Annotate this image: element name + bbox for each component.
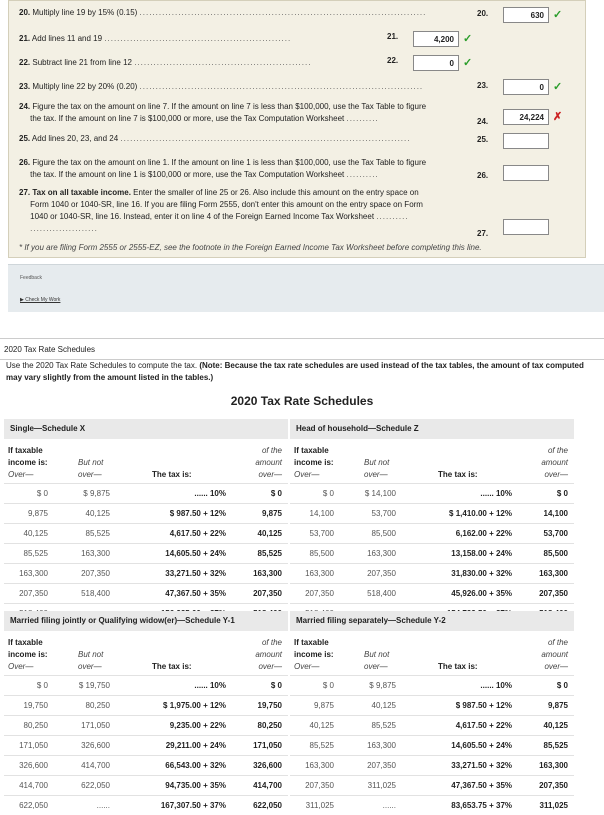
check-icon: ✓ [553,81,563,93]
table-cell: 85,525 [85,529,110,538]
column-header-text: over— [544,662,568,671]
line-number: 20. [477,9,489,18]
column-header-text: If taxable [294,638,329,647]
column-header-text: If taxable [8,638,43,647]
check-icon: ✓ [553,9,563,21]
column-header-text: But not [78,650,104,659]
table-row [4,583,288,603]
column-header-text: Over— [294,662,320,671]
table-cell: 163,300 [539,761,568,770]
table-cell: 326,600 [81,741,110,750]
table-cell: 4,617.50 + 22% [455,721,512,730]
table-cell: 40,125 [85,509,110,518]
column-header-text: amount [541,650,568,659]
column-header-text: But not [364,650,390,659]
column-header-text: Over— [8,470,34,479]
table-row [4,735,288,755]
table-cell: ...... [96,801,110,810]
column-header-text: The tax is: [152,662,192,671]
table-cell: 53,700 [371,509,396,518]
table-cell: 45,926.00 + 35% [451,589,512,598]
schedule-name: Head of household—Schedule Z [290,419,574,439]
table-cell: 19,750 [23,701,48,710]
column-headers [290,439,574,483]
column-header-text: over— [78,470,102,479]
feedback-label: Feedback [20,275,42,281]
table-cell: 171,050 [81,721,110,730]
table-cell: 40,125 [257,529,282,538]
column-header-text: over— [364,662,388,671]
schedule-table [4,611,288,815]
line-24-input[interactable]: 24,224 [503,109,549,125]
column-header-text: The tax is: [438,470,478,479]
tax-worksheet [8,0,586,258]
section-header: 2020 Tax Rate Schedules [0,338,604,360]
table-cell: 163,300 [367,549,396,558]
column-header-text: The tax is: [438,662,478,671]
table-row [290,715,574,735]
table-row [4,775,288,795]
line-number: 26. [477,171,489,180]
table-cell: 53,700 [543,529,568,538]
table-cell: $ 0 [556,489,568,498]
table-row [290,695,574,715]
table-cell: 40,125 [23,529,48,538]
line-26-input[interactable] [503,165,549,181]
line-number: 22. [387,56,399,65]
column-header-text: over— [544,470,568,479]
column-header-text: But not [78,458,104,467]
table-row [4,483,288,503]
table-row [290,583,574,603]
table-cell: 207,350 [19,589,48,598]
feedback-bar [8,264,604,312]
line-21-input[interactable]: 4,200 [413,31,459,47]
table-cell: 518,400 [81,589,110,598]
column-headers [290,631,574,675]
table-cell: 163,300 [81,549,110,558]
table-cell: 9,875 [261,509,282,518]
schedule-name: Single—Schedule X [4,419,288,439]
table-cell: 80,250 [23,721,48,730]
column-header-text: Over— [8,662,34,671]
line-25: 25. Add lines 20, 23, and 24 .......................................................................................... [19,134,411,143]
table-cell: $ 1,975.00 + 12% [163,701,226,710]
table-cell: 414,700 [19,781,48,790]
table-cell: 171,050 [253,741,282,750]
table-row [4,755,288,775]
table-cell: 14,605.50 + 24% [165,549,226,558]
table-cell: 414,700 [81,761,110,770]
column-header-text: If taxable [294,446,329,455]
table-cell: 163,300 [539,569,568,578]
column-header-text: of the [547,446,568,455]
column-headers [4,439,288,483]
table-cell: 207,350 [81,569,110,578]
table-cell: 207,350 [305,781,334,790]
table-cell: 85,500 [371,529,396,538]
table-cell: $ 0 [322,489,334,498]
table-cell: $ 9,875 [83,489,110,498]
table-cell: $ 14,100 [364,489,396,498]
x-icon: ✗ [553,111,563,123]
footnote: * If you are filing Form 2555 or 2555-EZ, see the footnote in the Foreign Earned Income Tax Worksheet before completing this line. [19,243,482,252]
table-cell: 85,500 [309,549,334,558]
table-row [4,543,288,563]
table-cell: 31,830.00 + 32% [451,569,512,578]
line-20-input[interactable]: 630 [503,7,549,23]
table-cell: $ 0 [270,681,282,690]
check-icon: ✓ [463,57,473,69]
table-cell: 85,525 [309,741,334,750]
table-cell: 207,350 [367,569,396,578]
table-cell: 9,875 [313,701,334,710]
table-cell: 518,400 [367,589,396,598]
table-cell: $ 0 [556,681,568,690]
table-cell: ...... 10% [194,489,226,498]
table-cell: 85,525 [257,549,282,558]
line-number: 24. [477,117,489,126]
table-row [4,503,288,523]
column-header-text: of the [261,638,282,647]
table-row [4,675,288,695]
table-cell: 40,125 [543,721,568,730]
schedule-table [290,419,574,623]
table-cell: $ 9,875 [369,681,396,690]
table-cell: 94,735.00 + 35% [165,781,226,790]
schedule-table [290,611,574,815]
table-cell: 9,235.00 + 22% [169,721,226,730]
table-cell: ...... 10% [194,681,226,690]
table-row [290,795,574,815]
table-cell: 207,350 [539,589,568,598]
table-row [4,715,288,735]
table-cell: 13,158.00 + 24% [451,549,512,558]
table-cell: 47,367.50 + 35% [451,781,512,790]
table-cell: 163,300 [253,569,282,578]
table-cell: $ 987.50 + 12% [169,509,226,518]
table-cell: $ 1,410.00 + 12% [449,509,512,518]
table-cell: 83,653.75 + 37% [451,801,512,810]
column-header-text: amount [255,458,282,467]
table-cell: 163,300 [367,741,396,750]
line-23: 23. Multiply line 22 by 20% (0.20) ........................................................................................ [19,82,424,91]
table-cell: 47,367.50 + 35% [165,589,226,598]
table-cell: 326,600 [253,761,282,770]
column-header-text: over— [364,470,388,479]
table-cell: $ 19,750 [78,681,110,690]
table-row [290,755,574,775]
table-cell: 311,025 [539,801,568,810]
column-header-text: of the [547,638,568,647]
column-header-text: income is: [294,458,334,467]
table-cell: 311,025 [367,781,396,790]
column-header-text: income is: [8,650,48,659]
table-cell: 163,300 [305,569,334,578]
line-23-input[interactable]: 0 [503,79,549,95]
line-20: 20. Multiply line 19 by 15% (0.15) ......................................................................................... [19,8,427,17]
table-cell: ...... 10% [480,489,512,498]
table-cell: 33,271.50 + 32% [165,569,226,578]
line-number: 21. [387,32,399,41]
column-header-text: income is: [8,458,48,467]
table-cell: 85,525 [543,741,568,750]
line-number: 25. [477,135,489,144]
table-cell: 40,125 [309,721,334,730]
table-cell: 14,100 [309,509,334,518]
table-cell: 163,300 [305,761,334,770]
column-header-text: If taxable [8,446,43,455]
column-header-text: The tax is: [152,470,192,479]
table-cell: 33,271.50 + 32% [451,761,512,770]
table-cell: 207,350 [253,589,282,598]
line-number: 27. [477,229,489,238]
table-cell: 311,025 [305,801,334,810]
table-cell: $ 0 [36,681,48,690]
column-header-text: over— [258,662,282,671]
table-cell: 207,350 [305,589,334,598]
table-cell: 207,350 [539,781,568,790]
line-27: 27. Tax on all taxable income. Enter the smaller of line 25 or 26. Also include this amount on the entry space on Form 1040 or 1040-SR, line 16. If you are filing Form 2555, don't enter this amount on the entry space on Form 1040 or 1040-SR, line 16. Instead, enter it on line 4 of the Foreign Earned Income Tax Worksheet .......... ..................... [19,188,423,233]
line-21: 21. Add lines 11 and 19 .......................................................... [19,34,292,43]
table-cell: 9,875 [547,701,568,710]
table-row [290,523,574,543]
column-header-text: Over— [294,470,320,479]
table-cell: $ 0 [322,681,334,690]
table-cell: 80,250 [85,701,110,710]
table-cell: 414,700 [253,781,282,790]
line-22: 22. Subtract line 21 from line 12 ....................................................... [19,58,312,67]
table-cell: 80,250 [257,721,282,730]
table-cell: 167,307.50 + 37% [160,801,226,810]
table-cell: 622,050 [253,801,282,810]
table-cell: 53,700 [309,529,334,538]
table-cell: 207,350 [367,761,396,770]
table-row [4,695,288,715]
table-title: 2020 Tax Rate Schedules [230,394,374,408]
table-cell: 19,750 [257,701,282,710]
table-cell: 40,125 [371,701,396,710]
table-row [4,523,288,543]
line-27-input[interactable] [503,219,549,235]
table-row [290,563,574,583]
schedule-name: Married filing separately—Schedule Y-2 [290,611,574,631]
table-row [290,775,574,795]
table-cell: 14,100 [543,509,568,518]
table-cell: 171,050 [19,741,48,750]
table-cell: $ 987.50 + 12% [455,701,512,710]
table-row [290,735,574,755]
table-cell: 622,050 [81,781,110,790]
intro-text: Use the 2020 Tax Rate Schedules to compute the tax. (Note: Because the tax rate schedules are used instead of the tax tables, the amount of tax computed may vary slightly from the amount listed in the tables.) [6,361,584,382]
table-row [290,675,574,695]
table-cell: 85,525 [371,721,396,730]
table-cell: 9,875 [27,509,48,518]
table-cell: 163,300 [19,569,48,578]
table-cell: $ 0 [36,489,48,498]
table-row [4,795,288,815]
column-header-text: over— [78,662,102,671]
table-cell: 85,500 [543,549,568,558]
line-24: 24. Figure the tax on the amount on line 7. If the amount on line 7 is less than $100,000, use the Tax Table to figure the tax. If the amount on line 7 is $100,000 or more, use the Tax Computation Worksheet .......... [19,102,427,123]
table-cell: 6,162.00 + 22% [455,529,512,538]
column-header-text: over— [258,470,282,479]
table-cell: ...... [382,801,396,810]
table-cell: 66,543.00 + 32% [165,761,226,770]
column-header-text: of the [261,446,282,455]
check-my-work-link[interactable]: ▶ Check My Work [20,297,61,303]
table-cell: 326,600 [19,761,48,770]
table-cell: ...... 10% [480,681,512,690]
table-row [290,503,574,523]
column-header-text: But not [364,458,390,467]
check-icon: ✓ [463,33,473,45]
line-25-input[interactable] [503,133,549,149]
table-cell: 622,050 [19,801,48,810]
table-cell: 85,525 [23,549,48,558]
column-header-text: amount [541,458,568,467]
table-cell: 14,605.50 + 24% [451,741,512,750]
table-row [4,563,288,583]
schedule-name: Married filing jointly or Qualifying widow(er)—Schedule Y-1 [4,611,288,631]
table-row [290,483,574,503]
table-row [290,543,574,563]
column-headers [4,631,288,675]
table-cell: $ 0 [270,489,282,498]
line-22-input[interactable]: 0 [413,55,459,71]
column-header-text: income is: [294,650,334,659]
line-26: 26. Figure the tax on the amount on line 1. If the amount on line 1 is less than $100,000, use the Tax Table to figure the tax. If the amount on line 1 is $100,000 or more, use the Tax Computation Worksheet .......... [19,158,427,179]
schedule-table [4,419,288,623]
line-number: 23. [477,81,489,90]
column-header-text: amount [255,650,282,659]
table-cell: 4,617.50 + 22% [169,529,226,538]
table-cell: 29,211.00 + 24% [165,741,226,750]
